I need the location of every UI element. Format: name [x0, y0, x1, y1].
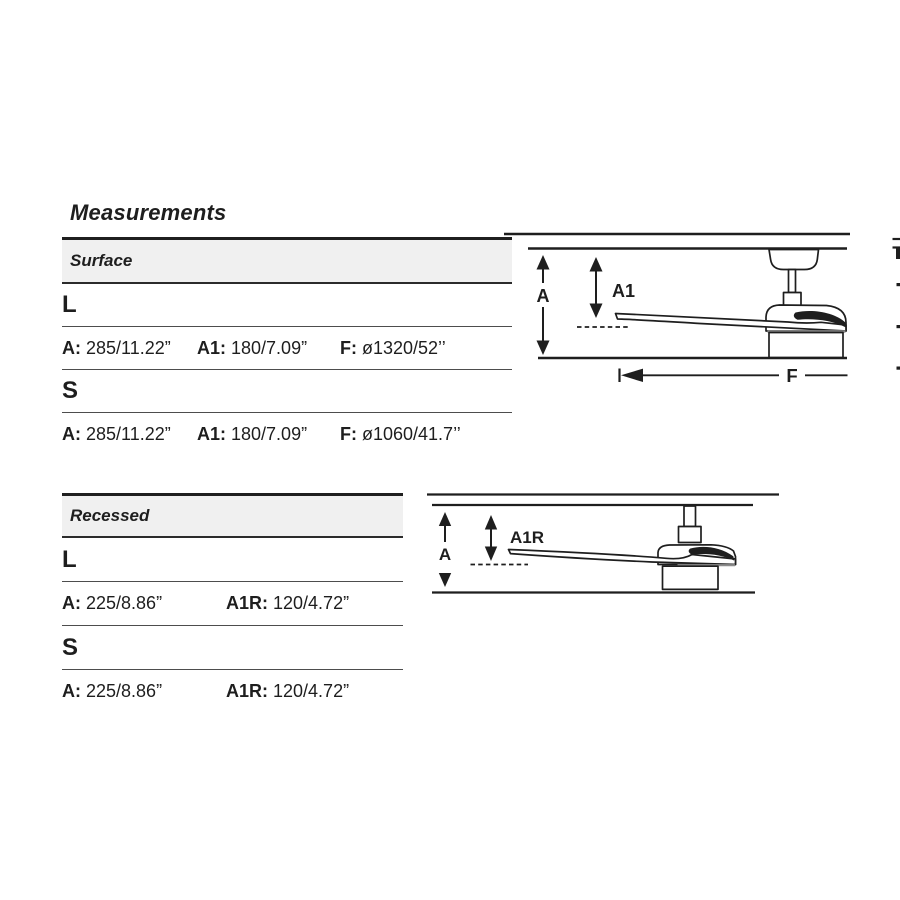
recessed-table-header: Recessed	[62, 496, 403, 538]
dimension-arrow-a	[439, 512, 451, 587]
spec-label: A1:	[197, 338, 227, 358]
spec-a1r	[226, 670, 349, 713]
page-title: Measurements	[70, 200, 227, 225]
rod-coupling	[679, 527, 702, 543]
recessed-row-variant-l	[62, 538, 403, 582]
spec-a	[62, 670, 162, 713]
spec-value: 225/8.86”	[86, 593, 163, 613]
spec-value: 225/8.86”	[86, 681, 163, 701]
spec-a1	[197, 413, 307, 455]
spec-value: 120/4.72”	[273, 593, 350, 613]
spec-value: ø1060/41.7’’	[362, 424, 461, 444]
spec-value: 180/7.09”	[231, 338, 308, 358]
spec-label: A:	[62, 593, 81, 613]
spec-value: ø1320/52’’	[362, 338, 446, 358]
dimension-label-f: F	[786, 365, 798, 386]
spec-value: 285/11.22”	[86, 424, 171, 444]
page-edge-cropped-marks	[893, 239, 900, 370]
spec-label: A:	[62, 424, 81, 444]
spec-label: A1R:	[226, 593, 269, 613]
variant-label: L	[62, 546, 77, 573]
canopy	[769, 250, 819, 270]
downrod	[684, 506, 696, 527]
recessed-row-variant-s	[62, 626, 403, 670]
spec-label: A1:	[197, 424, 227, 444]
spec-label: F:	[340, 424, 357, 444]
recessed-mount-diagram	[420, 485, 900, 620]
variant-label: S	[62, 377, 79, 404]
variant-label: L	[62, 291, 77, 318]
surface-table-header: Surface	[62, 240, 512, 284]
dimension-label-a: A	[536, 286, 550, 306]
spec-a	[62, 582, 162, 625]
recessed-table	[62, 493, 403, 713]
dimension-label-a1: A1	[612, 281, 636, 301]
spec-value: 180/7.09”	[231, 424, 308, 444]
spec-label: A:	[62, 338, 81, 358]
spec-a1r	[226, 582, 349, 625]
surface-row-variant-s	[62, 370, 512, 413]
lower-housing	[663, 566, 719, 589]
dimension-arrow-a1	[590, 257, 636, 318]
spec-a	[62, 413, 171, 455]
spec-a	[62, 327, 171, 369]
lower-housing	[769, 333, 843, 358]
spec-label: A1R:	[226, 681, 269, 701]
spec-f	[340, 327, 446, 369]
recessed-specs-s	[62, 670, 403, 713]
dimension-arrow-f	[620, 365, 848, 386]
spec-value: 120/4.72”	[273, 681, 350, 701]
rod-coupling	[784, 293, 802, 306]
surface-specs-l	[62, 327, 512, 370]
dimension-label-a1r: A1R	[510, 528, 545, 547]
spec-value: 285/11.22”	[86, 338, 171, 358]
surface-table	[62, 237, 512, 455]
surface-row-variant-l	[62, 284, 512, 327]
dimension-label-a: A	[438, 545, 452, 564]
fan-unit-recessed	[509, 506, 736, 589]
dimension-arrow-a	[537, 255, 550, 355]
variant-label: S	[62, 634, 79, 661]
spec-label: F:	[340, 338, 357, 358]
surface-mount-diagram	[500, 225, 900, 400]
spec-f	[340, 413, 461, 455]
surface-specs-s	[62, 413, 512, 455]
spec-a1	[197, 327, 307, 369]
downrod	[789, 270, 796, 293]
fan-unit-surface	[616, 250, 847, 358]
spec-label: A:	[62, 681, 81, 701]
recessed-specs-l	[62, 582, 403, 626]
